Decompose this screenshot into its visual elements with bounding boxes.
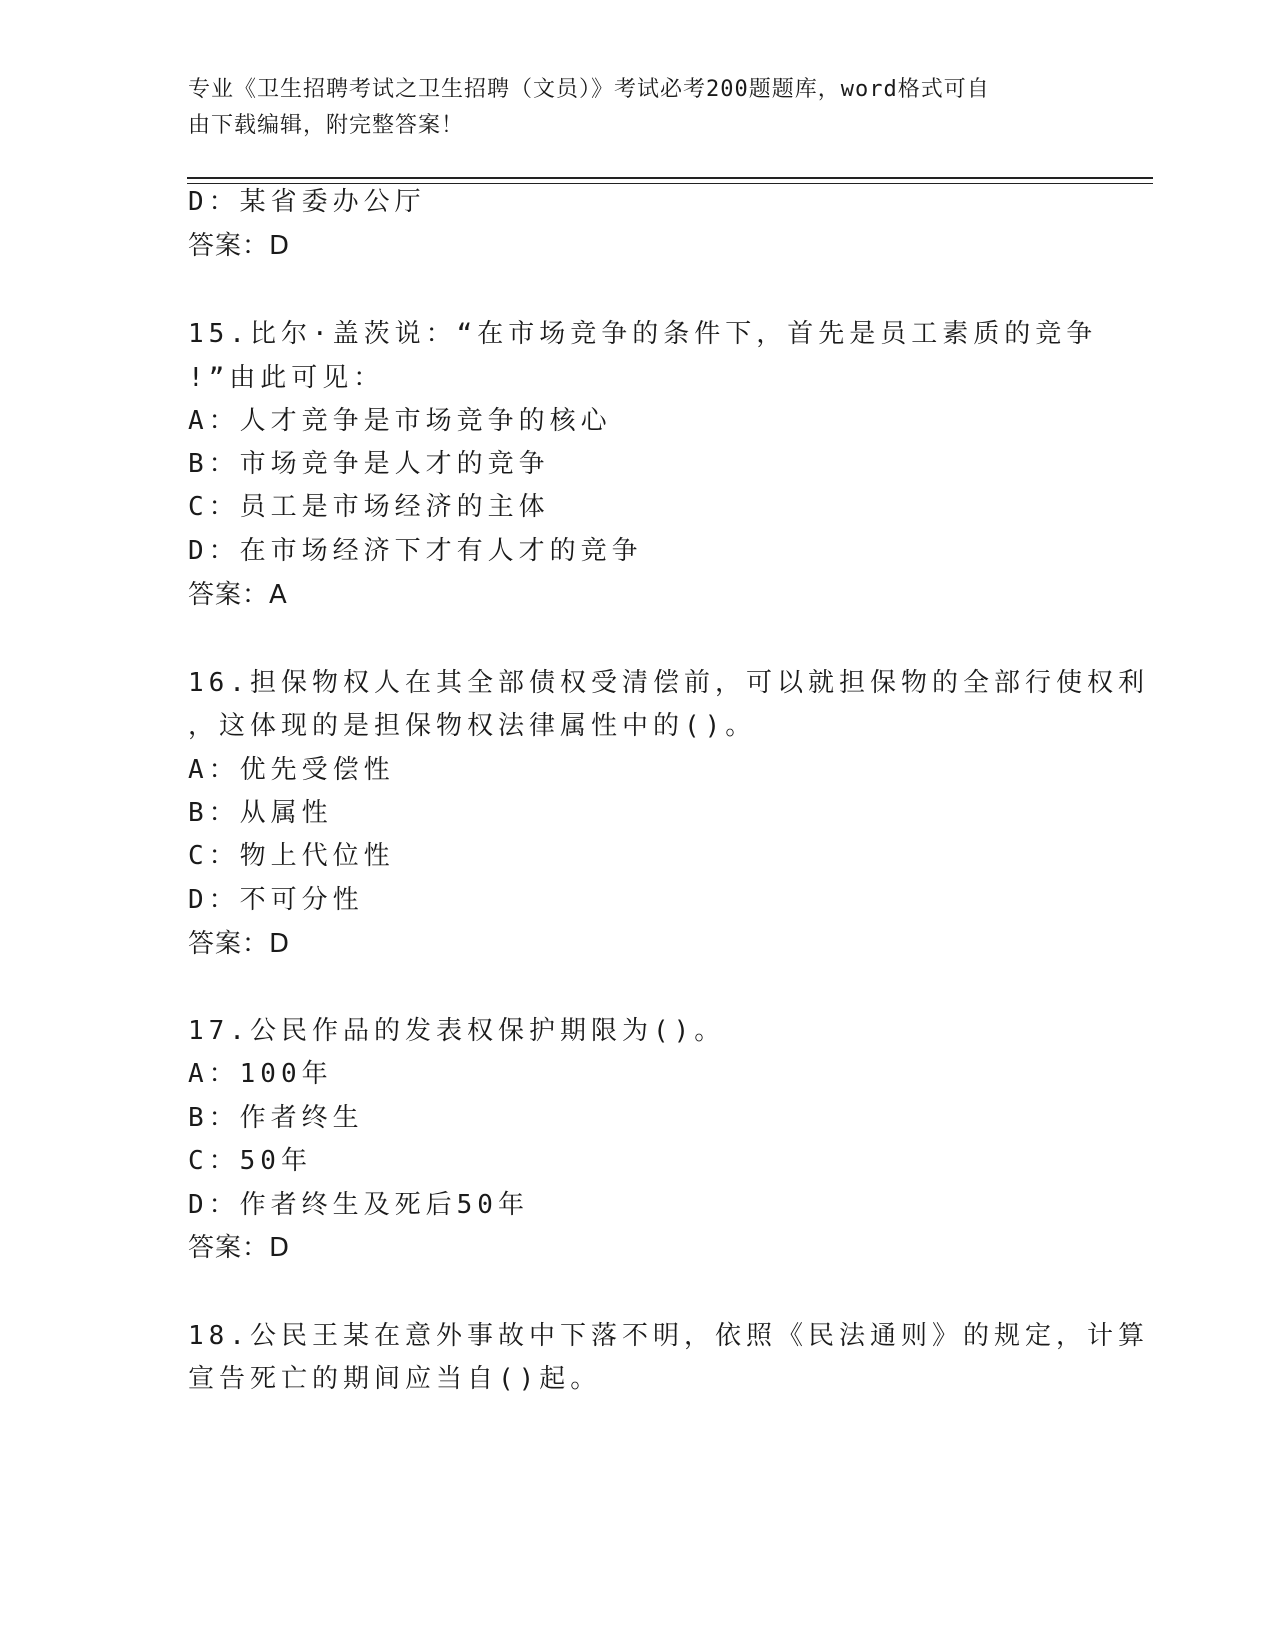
q17-option-b: B：作者终生 bbox=[188, 1103, 364, 1133]
header-line-1: 专业《卫生招聘考试之卫生招聘（文员）》考试必考200题题库，word格式可自 bbox=[188, 77, 990, 102]
q16-option-d: D：不可分性 bbox=[188, 885, 364, 915]
prev-option-d: D：某省委办公厅 bbox=[188, 187, 426, 217]
q15-option-d: D：在市场经济下才有人才的竞争 bbox=[188, 536, 643, 566]
q15-option-b: B：市场竞争是人才的竞争 bbox=[188, 449, 550, 479]
q16-option-b: B：从属性 bbox=[188, 798, 333, 828]
q17-option-a: A：100年 bbox=[188, 1059, 333, 1089]
q16-option-a: A：优先受偿性 bbox=[188, 755, 395, 785]
q17-option-d: D：作者终生及死后50年 bbox=[188, 1190, 529, 1220]
header-line-2: 由下载编辑，附完整答案！ bbox=[188, 113, 465, 138]
q15-answer: 答案：A bbox=[188, 580, 288, 610]
q18-stem-line-1: 18.公民王某在意外事故中下落不明，依照《民法通则》的规定，计算 bbox=[188, 1321, 1149, 1351]
q17-option-c: C：50年 bbox=[188, 1146, 312, 1176]
document-header bbox=[188, 72, 1088, 144]
q18-stem-line-2: 宣告死亡的期间应当自()起。 bbox=[188, 1364, 602, 1394]
q15-option-c: C：员工是市场经济的主体 bbox=[188, 492, 550, 522]
q16-option-c: C：物上代位性 bbox=[188, 841, 395, 871]
q17-answer: 答案：D bbox=[188, 1233, 291, 1263]
q16-answer: 答案：D bbox=[188, 929, 291, 959]
q15-stem-line-1: 15.比尔·盖茨说：“在市场竞争的条件下，首先是员工素质的竞争 bbox=[188, 319, 1098, 349]
q17-stem-line-1: 17.公民作品的发表权保护期限为()。 bbox=[188, 1016, 726, 1046]
q15-option-a: A：人才竞争是市场竞争的核心 bbox=[188, 406, 612, 436]
header-divider-thick bbox=[187, 177, 1153, 179]
q16-stem-line-1: 16.担保物权人在其全部债权受清偿前，可以就担保物的全部行使权利 bbox=[188, 668, 1149, 698]
q16-stem-line-2: ，这体现的是担保物权法律属性中的()。 bbox=[188, 711, 757, 741]
q15-stem-line-2: !”由此可见： bbox=[188, 363, 385, 393]
prev-answer: 答案：D bbox=[188, 231, 291, 261]
